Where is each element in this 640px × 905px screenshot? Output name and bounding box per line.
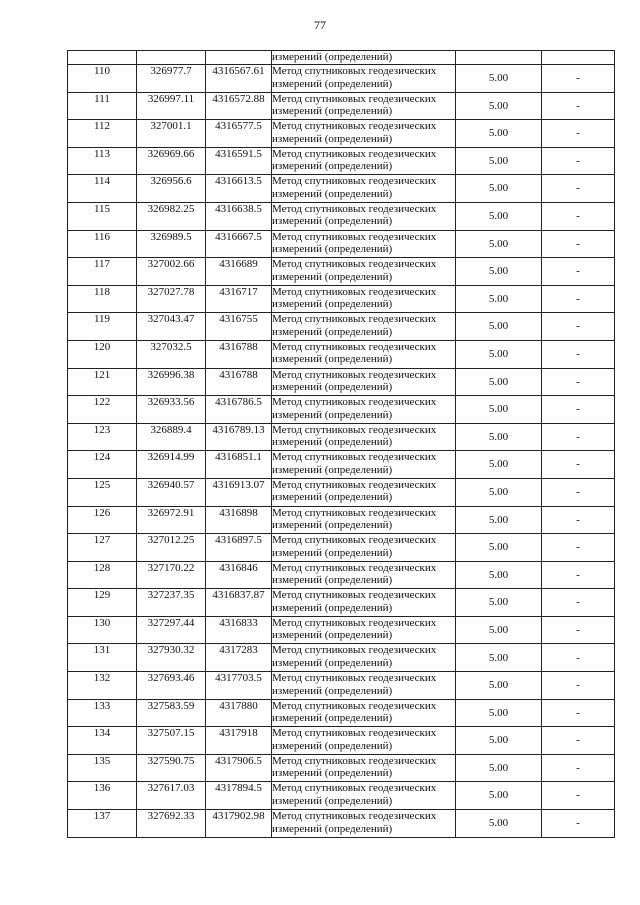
dash-cell: - (542, 782, 615, 810)
method-line2: измерений (определений) (272, 684, 393, 697)
x-coordinate: 326889.4 (137, 423, 206, 451)
x-coordinate: 327027.78 (137, 285, 206, 313)
method-cell (272, 589, 456, 617)
method-line1: Метод спутниковых геодезических (272, 644, 437, 657)
method-line2: измерений (определений) (272, 601, 393, 614)
empty-cell (68, 51, 137, 65)
point-number: 120 (68, 340, 137, 368)
method-line2: измерений (определений) (272, 105, 393, 118)
accuracy-value: 5.00 (456, 92, 542, 120)
table-row (68, 644, 615, 672)
dash-cell: - (542, 478, 615, 506)
point-number: 112 (68, 120, 137, 148)
table-row (68, 120, 615, 148)
method-line1: Метод спутниковых геодезических (272, 423, 437, 436)
method-line2: измерений (определений) (272, 491, 393, 504)
dash-cell: - (542, 202, 615, 230)
y-coordinate: 4317906.5 (206, 754, 272, 782)
x-coordinate: 326977.7 (137, 65, 206, 93)
empty-cell (206, 51, 272, 65)
dash-cell: - (542, 727, 615, 755)
x-coordinate: 327507.15 (137, 727, 206, 755)
accuracy-value: 5.00 (456, 258, 542, 286)
accuracy-value: 5.00 (456, 147, 542, 175)
method-cell (272, 230, 456, 258)
dash-cell: - (542, 92, 615, 120)
method-cell (272, 340, 456, 368)
method-line1: Метод спутниковых геодезических (272, 396, 437, 409)
method-line1: Метод спутниковых геодезических (272, 506, 437, 519)
accuracy-value: 5.00 (456, 672, 542, 700)
point-number: 114 (68, 175, 137, 203)
point-number: 121 (68, 368, 137, 396)
method-cell (272, 699, 456, 727)
accuracy-value: 5.00 (456, 451, 542, 479)
method-line1: Метод спутниковых геодезических (272, 699, 437, 712)
x-coordinate: 327617.03 (137, 782, 206, 810)
y-coordinate: 4316846 (206, 561, 272, 589)
empty-cell (456, 51, 542, 65)
point-number: 128 (68, 561, 137, 589)
table-row (68, 202, 615, 230)
point-number: 116 (68, 230, 137, 258)
point-number: 132 (68, 672, 137, 700)
x-coordinate: 327693.46 (137, 672, 206, 700)
table-row (68, 368, 615, 396)
dash-cell: - (542, 616, 615, 644)
dash-cell: - (542, 561, 615, 589)
method-cell (272, 478, 456, 506)
method-line1: Метод спутниковых геодезических (272, 147, 437, 160)
method-line1: Метод спутниковых геодезических (272, 727, 437, 740)
point-number: 127 (68, 534, 137, 562)
table-row (68, 258, 615, 286)
point-number: 115 (68, 202, 137, 230)
point-number: 133 (68, 699, 137, 727)
point-number: 119 (68, 313, 137, 341)
accuracy-value: 5.00 (456, 810, 542, 838)
continuation-text-label: измерений (определений) (272, 51, 393, 63)
y-coordinate: 4316638.5 (206, 202, 272, 230)
table-row (68, 561, 615, 589)
y-coordinate: 4317894.5 (206, 782, 272, 810)
method-line2: измерений (определений) (272, 381, 393, 394)
y-coordinate: 4316577.5 (206, 120, 272, 148)
point-number: 130 (68, 616, 137, 644)
x-coordinate: 327930.32 (137, 644, 206, 672)
x-coordinate: 327170.22 (137, 561, 206, 589)
dash-cell: - (542, 175, 615, 203)
method-line1: Метод спутниковых геодезических (272, 478, 437, 491)
method-line1: Метод спутниковых геодезических (272, 230, 437, 243)
method-line2: измерений (определений) (272, 629, 393, 642)
method-cell (272, 672, 456, 700)
method-line2: измерений (определений) (272, 574, 393, 587)
dash-cell: - (542, 147, 615, 175)
x-coordinate: 327692.33 (137, 810, 206, 838)
accuracy-value: 5.00 (456, 396, 542, 424)
point-number: 122 (68, 396, 137, 424)
table-row (68, 478, 615, 506)
method-cell (272, 561, 456, 589)
method-cell (272, 810, 456, 838)
table-row (68, 423, 615, 451)
method-line2: измерений (определений) (272, 160, 393, 173)
dash-cell: - (542, 451, 615, 479)
method-cell (272, 506, 456, 534)
y-coordinate: 4317902.98 (206, 810, 272, 838)
dash-cell: - (542, 313, 615, 341)
y-coordinate: 4316572.88 (206, 92, 272, 120)
y-coordinate: 4316788 (206, 368, 272, 396)
method-line1: Метод спутниковых геодезических (272, 258, 437, 271)
table-row (68, 451, 615, 479)
table-row (68, 782, 615, 810)
dash-cell: - (542, 368, 615, 396)
accuracy-value: 5.00 (456, 423, 542, 451)
method-line1: Метод спутниковых геодезических (272, 92, 437, 105)
table-row (68, 230, 615, 258)
accuracy-value: 5.00 (456, 202, 542, 230)
dash-cell: - (542, 423, 615, 451)
method-line1: Метод спутниковых геодезических (272, 672, 437, 685)
table-row (68, 506, 615, 534)
method-cell (272, 368, 456, 396)
dash-cell: - (542, 810, 615, 838)
y-coordinate: 4316897.5 (206, 534, 272, 562)
method-line1: Метод спутниковых геодезических (272, 810, 437, 823)
dash-cell: - (542, 672, 615, 700)
method-line1: Метод спутниковых геодезических (272, 589, 437, 602)
y-coordinate: 4316755 (206, 313, 272, 341)
table-body (68, 51, 615, 838)
table-row (68, 313, 615, 341)
method-line1: Метод спутниковых геодезических (272, 782, 437, 795)
y-coordinate: 4316567.61 (206, 65, 272, 93)
accuracy-value: 5.00 (456, 506, 542, 534)
dash-cell: - (542, 65, 615, 93)
method-line1: Метод спутниковых геодезических (272, 616, 437, 629)
point-number: 135 (68, 754, 137, 782)
table-row (68, 727, 615, 755)
table-row (68, 92, 615, 120)
method-line1: Метод спутниковых геодезических (272, 175, 437, 188)
x-coordinate: 326969.66 (137, 147, 206, 175)
continuation-row (68, 51, 615, 65)
empty-cell (542, 51, 615, 65)
method-cell (272, 534, 456, 562)
table-row (68, 754, 615, 782)
y-coordinate: 4316898 (206, 506, 272, 534)
point-number: 124 (68, 451, 137, 479)
accuracy-value: 5.00 (456, 120, 542, 148)
point-number: 137 (68, 810, 137, 838)
y-coordinate: 4316591.5 (206, 147, 272, 175)
y-coordinate: 4316788 (206, 340, 272, 368)
method-line1: Метод спутниковых геодезических (272, 65, 437, 77)
method-line1: Метод спутниковых геодезических (272, 754, 437, 767)
x-coordinate: 326914.99 (137, 451, 206, 479)
y-coordinate: 4317880 (206, 699, 272, 727)
point-number: 129 (68, 589, 137, 617)
y-coordinate: 4317918 (206, 727, 272, 755)
point-number: 134 (68, 727, 137, 755)
accuracy-value: 5.00 (456, 534, 542, 562)
dash-cell: - (542, 699, 615, 727)
y-coordinate: 4316913.07 (206, 478, 272, 506)
accuracy-value: 5.00 (456, 699, 542, 727)
method-line2: измерений (определений) (272, 822, 393, 835)
table-row (68, 340, 615, 368)
method-cell (272, 120, 456, 148)
dash-cell: - (542, 120, 615, 148)
accuracy-value: 5.00 (456, 644, 542, 672)
accuracy-value: 5.00 (456, 478, 542, 506)
y-coordinate: 4316689 (206, 258, 272, 286)
dash-cell: - (542, 644, 615, 672)
method-line1: Метод спутниковых геодезических (272, 561, 437, 574)
y-coordinate: 4316789.13 (206, 423, 272, 451)
accuracy-value: 5.00 (456, 285, 542, 313)
method-line2: измерений (определений) (272, 436, 393, 449)
dash-cell: - (542, 589, 615, 617)
table-row (68, 285, 615, 313)
accuracy-value: 5.00 (456, 754, 542, 782)
accuracy-value: 5.00 (456, 561, 542, 589)
point-number: 126 (68, 506, 137, 534)
y-coordinate: 4317703.5 (206, 672, 272, 700)
method-line2: измерений (определений) (272, 656, 393, 669)
y-coordinate: 4316837.87 (206, 589, 272, 617)
table-row (68, 616, 615, 644)
method-cell (272, 644, 456, 672)
x-coordinate: 327237.35 (137, 589, 206, 617)
accuracy-value: 5.00 (456, 175, 542, 203)
method-cell (272, 285, 456, 313)
coordinates-table (67, 50, 615, 838)
dash-cell: - (542, 258, 615, 286)
accuracy-value: 5.00 (456, 616, 542, 644)
accuracy-value: 5.00 (456, 230, 542, 258)
y-coordinate: 4316667.5 (206, 230, 272, 258)
method-line1: Метод спутниковых геодезических (272, 368, 437, 381)
method-cell (272, 147, 456, 175)
method-line1: Метод спутниковых геодезических (272, 285, 437, 298)
point-number: 111 (68, 92, 137, 120)
method-line2: измерений (определений) (272, 298, 393, 311)
point-number: 113 (68, 147, 137, 175)
accuracy-value: 5.00 (456, 727, 542, 755)
accuracy-value: 5.00 (456, 782, 542, 810)
table-row (68, 672, 615, 700)
table-row (68, 534, 615, 562)
method-cell (272, 754, 456, 782)
method-line2: измерений (определений) (272, 325, 393, 338)
method-cell (272, 451, 456, 479)
method-line2: измерений (определений) (272, 270, 393, 283)
point-number: 136 (68, 782, 137, 810)
point-number: 125 (68, 478, 137, 506)
table-row (68, 147, 615, 175)
method-line1: Метод спутниковых геодезических (272, 451, 437, 464)
method-cell (272, 616, 456, 644)
point-number: 110 (68, 65, 137, 93)
method-line1: Метод спутниковых геодезических (272, 313, 437, 326)
method-line2: измерений (определений) (272, 187, 393, 200)
method-cell (272, 175, 456, 203)
dash-cell: - (542, 534, 615, 562)
x-coordinate: 327590.75 (137, 754, 206, 782)
table-row (68, 810, 615, 838)
page-number: 77 (314, 18, 326, 32)
x-coordinate: 326989.5 (137, 230, 206, 258)
accuracy-value: 5.00 (456, 589, 542, 617)
x-coordinate: 327043.47 (137, 313, 206, 341)
dash-cell: - (542, 506, 615, 534)
method-cell (272, 423, 456, 451)
x-coordinate: 326996.38 (137, 368, 206, 396)
x-coordinate: 327012.25 (137, 534, 206, 562)
empty-cell (137, 51, 206, 65)
method-cell (272, 202, 456, 230)
method-cell (272, 313, 456, 341)
table-row (68, 396, 615, 424)
table-row (68, 175, 615, 203)
method-line1: Метод спутниковых геодезических (272, 202, 437, 215)
x-coordinate: 327297.44 (137, 616, 206, 644)
dash-cell: - (542, 754, 615, 782)
method-line2: измерений (определений) (272, 353, 393, 366)
y-coordinate: 4316717 (206, 285, 272, 313)
method-line2: измерений (определений) (272, 767, 393, 780)
x-coordinate: 326982.25 (137, 202, 206, 230)
x-coordinate: 327032.5 (137, 340, 206, 368)
method-line2: измерений (определений) (272, 243, 393, 256)
method-cell (272, 258, 456, 286)
method-line2: измерений (определений) (272, 408, 393, 421)
x-coordinate: 327583.59 (137, 699, 206, 727)
method-cell (272, 727, 456, 755)
method-line2: измерений (определений) (272, 215, 393, 228)
accuracy-value: 5.00 (456, 368, 542, 396)
x-coordinate: 326933.56 (137, 396, 206, 424)
dash-cell: - (542, 285, 615, 313)
method-line2: измерений (определений) (272, 546, 393, 559)
method-cell (272, 782, 456, 810)
y-coordinate: 4316786.5 (206, 396, 272, 424)
method-line2: измерений (определений) (272, 794, 393, 807)
y-coordinate: 4316613.5 (206, 175, 272, 203)
method-line2: измерений (определений) (272, 463, 393, 476)
dash-cell: - (542, 230, 615, 258)
method-cell (272, 65, 456, 93)
table-row (68, 65, 615, 93)
method-line2: измерений (определений) (272, 132, 393, 145)
point-number: 118 (68, 285, 137, 313)
x-coordinate: 327001.1 (137, 120, 206, 148)
accuracy-value: 5.00 (456, 313, 542, 341)
method-line2: измерений (определений) (272, 519, 393, 531)
y-coordinate: 4316833 (206, 616, 272, 644)
method-line1: Метод спутниковых геодезических (272, 534, 437, 547)
method-line1: Метод спутниковых геодезических (272, 340, 437, 353)
dash-cell: - (542, 396, 615, 424)
method-cell (272, 396, 456, 424)
x-coordinate: 326972.91 (137, 506, 206, 534)
x-coordinate: 326956.6 (137, 175, 206, 203)
method-line2: измерений (определений) (272, 739, 393, 752)
point-number: 131 (68, 644, 137, 672)
x-coordinate: 326997.11 (137, 92, 206, 120)
table-row (68, 699, 615, 727)
continuation-text (272, 51, 456, 65)
y-coordinate: 4317283 (206, 644, 272, 672)
method-line2: измерений (определений) (272, 77, 393, 90)
accuracy-value: 5.00 (456, 340, 542, 368)
accuracy-value: 5.00 (456, 65, 542, 93)
table-row (68, 589, 615, 617)
x-coordinate: 326940.57 (137, 478, 206, 506)
method-line2: измерений (определений) (272, 712, 393, 725)
point-number: 123 (68, 423, 137, 451)
y-coordinate: 4316851.1 (206, 451, 272, 479)
dash-cell: - (542, 340, 615, 368)
point-number: 117 (68, 258, 137, 286)
method-line1: Метод спутниковых геодезических (272, 120, 437, 133)
x-coordinate: 327002.66 (137, 258, 206, 286)
method-cell (272, 92, 456, 120)
